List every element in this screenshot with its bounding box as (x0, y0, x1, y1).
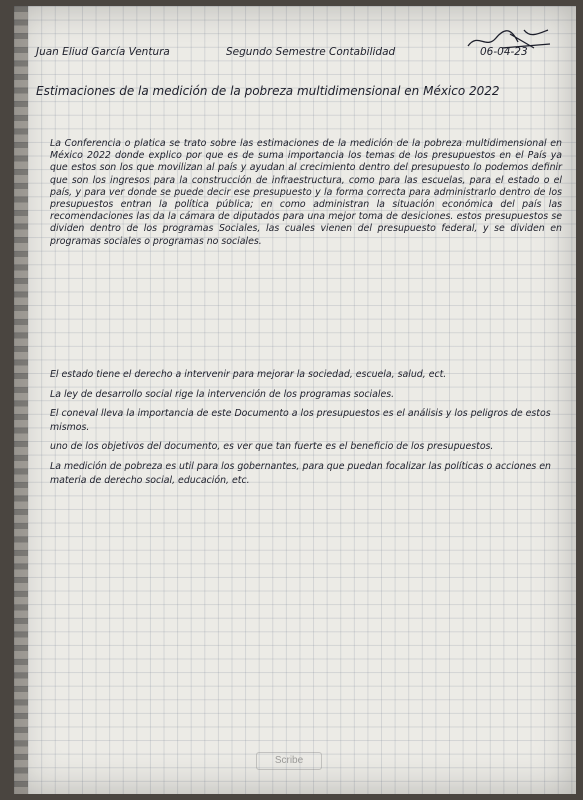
list-item: La ley de desarrollo social rige la intervención de los programas sociales. (50, 388, 395, 400)
notebook-brand-label: Scribe (256, 752, 322, 770)
list-item: La medición de pobreza es util para los gobernantes, para que puedan focalizar las políticas o acciones en materia de derecho social, educación, etc. (50, 460, 551, 486)
bullet-list (50, 368, 562, 493)
list-item: El coneval lleva la importancia de este Documento a los presupuestos es el análisis y los peligros de estos mismos. (50, 408, 551, 433)
student-name: Juan Eliud García Ventura (36, 46, 170, 58)
list-item: El estado tiene el derecho a intervenir para mejorar la sociedad, escuela, salud, ect. (50, 369, 447, 380)
page-title: Estimaciones de la medición de la pobreza multidimensional en México 2022 (36, 84, 500, 98)
date: 06-04-23 (480, 46, 528, 58)
spiral-binding (14, 6, 28, 794)
list-item: uno de los objetivos del documento, es ver que tan fuerte es el beneficio de los presupuestos. (50, 441, 494, 453)
notebook-page (14, 6, 576, 794)
signature-icon (464, 24, 554, 54)
semester-course: Segundo Semestre Contabilidad (226, 46, 396, 58)
body-paragraph: La Conferencia o platica se trato sobre las estimaciones de la medición de la pobreza multidimensional en México 2022 donde explico por que es de suma importancia los temas de los presupuestos en el País ya que estos son los que movilizan al país y ayudan al crecimiento dentro del presupuesto lo podemos definir que son los ingresos para la construcción de infraestructura, como para las escuelas, para el estado o el país, y para ver donde se puede decir ese presupuesto y la forma correcta para administrarlo dentro de los presupuestos entran la política pública; en como administran la situación económica del país las recomendaciones las da la cámara de diputados para una mejor toma de desiciones. estos presupuestos se dividen dentro de los programas Sociales, las cuales vienen del presupuesto federal, y se dividen en programas sociales o programas no sociales. (50, 138, 562, 247)
